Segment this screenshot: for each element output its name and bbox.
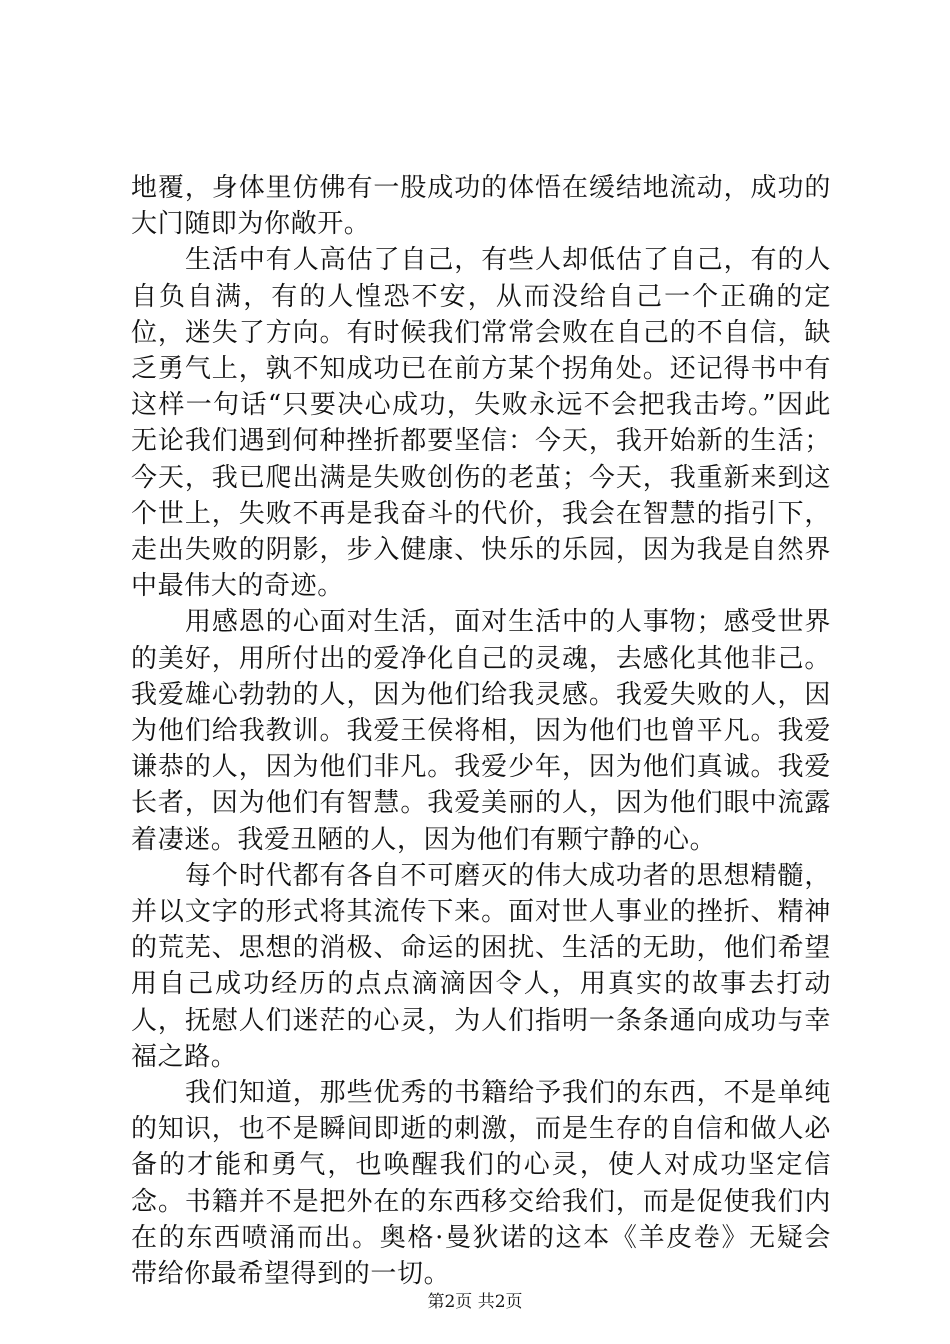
page-number-footer: 第2页 共2页: [427, 1292, 523, 1312]
paragraph-2: 生活中有人高估了自己，有些人却低估了自己，有的人自负自满，有的人惶恐不安，从而没给自己一个正确的定位，迷失了方向。有时候我们常常会败在自己的不自信，缺乏勇气上，孰不知成功已在前方某个拐角处。还记得书中有这样一句话“只要决心成功，失败永远不会把我击垮。”因此无论我们遇到何种挫折都要坚信：今天，我开始新的生活；今天，我已爬出满是失败创伤的老茧；今天，我重新来到这个世上，失败不再是我奋斗的代价，我会在智慧的指引下，走出失败的阴影，步入健康、快乐的乐园，因为我是自然界中最伟大的奇迹。: [131, 245, 831, 602]
paragraph-4: 每个时代都有各自不可磨灭的伟大成功者的思想精髓，并以文字的形式将其流传下来。面对世人事业的挫折、精神的荒芜、思想的消极、命运的困扰、生活的无助，他们希望用自己成功经历的点点滴滴因令人，用真实的故事去打动人，抚慰人们迷茫的心灵，为人们指明一条条通向成功与幸福之路。: [131, 860, 831, 1072]
paragraph-1: 地覆，身体里仿佛有一股成功的体悟在缓结地流动，成功的大门随即为你敞开。: [131, 173, 831, 240]
paragraph-3: 用感恩的心面对生活，面对生活中的人事物；感受世界的美好，用所付出的爱净化自己的灵魂，去感化其他非己。我爱雄心勃勃的人，因为他们给我灵感。我爱失败的人，因为他们给我教训。我爱王侯将相，因为他们也曾平凡。我爱谦恭的人，因为他们非凡。我爱少年，因为他们真诚。我爱长者，因为他们有智慧。我爱美丽的人，因为他们眼中流露着凄迷。我爱丑陋的人，因为他们有颗宁静的心。: [131, 607, 831, 855]
document-body: [131, 170, 831, 1292]
paragraph-5: 我们知道，那些优秀的书籍给予我们的东西，不是单纯的知识，也不是瞬间即逝的刺激，而是生存的自信和做人必备的才能和勇气，也唤醒我们的心灵，使人对成功坚定信念。书籍并不是把外在的东西移交给我们，而是促使我们内在的东西喷涌而出。奥格·曼狄诺的这本《羊皮卷》无疑会带给你最希望得到的一切。: [131, 1078, 831, 1290]
